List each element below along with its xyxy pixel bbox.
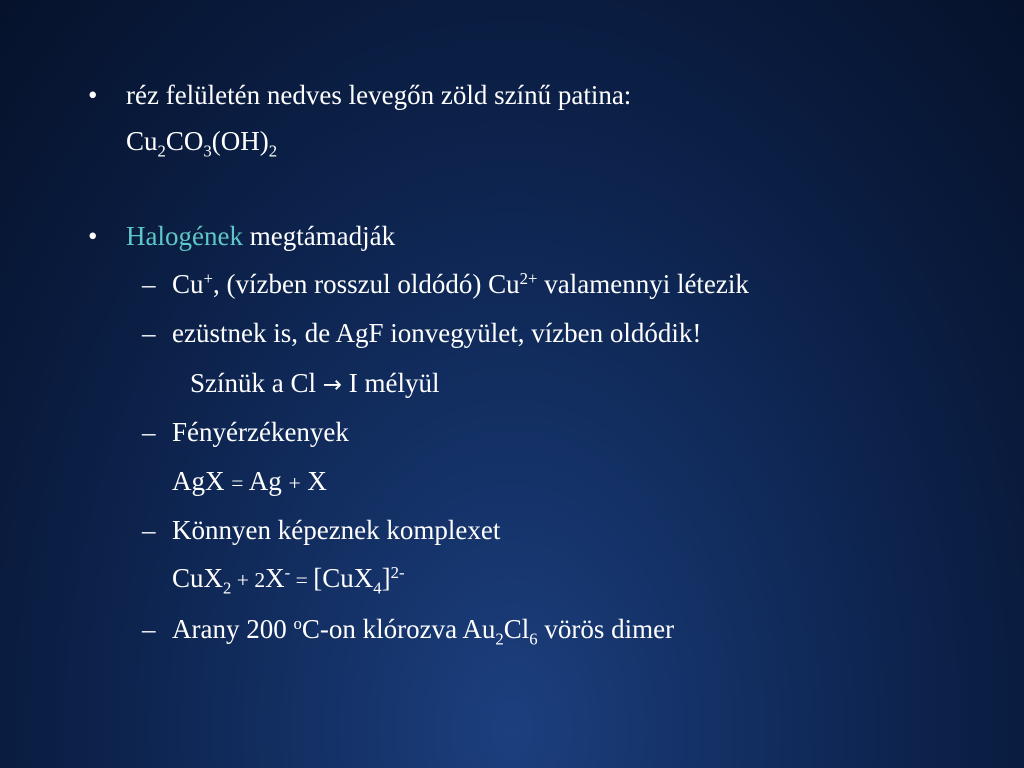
formula-subscript: 6 [529, 629, 538, 649]
formula-subscript: 2 [157, 141, 166, 161]
text-part: I mélyül [341, 368, 440, 398]
text-part: Színük a Cl [190, 368, 323, 398]
text-part: [CuX [313, 563, 374, 593]
text-part: Cu [172, 269, 204, 299]
dash-2-marker: – [142, 318, 156, 348]
text-part: Ag [243, 466, 289, 496]
text-part: AgX [172, 466, 232, 496]
formula-subscript: 2 [223, 578, 232, 598]
bullet-1-text [126, 79, 631, 111]
bullet-2-text [126, 220, 395, 252]
plus-sign: + 2 [231, 568, 266, 592]
equals-sign: = [231, 471, 244, 495]
dash-4-text: Könnyen képeznek komplexet [172, 515, 501, 545]
right-arrow-icon: → [322, 372, 342, 398]
text-part: X [265, 563, 285, 593]
dash-5-marker: – [142, 614, 156, 644]
degree-superscript: o [293, 613, 302, 633]
bullet-1-label: réz felületén nedves levegőn zöld színű patina: [126, 80, 632, 110]
dash-1-text [172, 268, 749, 300]
text-part: C-on klórozva Au [301, 614, 496, 644]
formula-subscript: 2 [268, 141, 278, 161]
formula-part: Cu [126, 126, 158, 156]
charge-superscript: 2+ [519, 268, 538, 288]
halogenek-highlight: Halogének [126, 221, 243, 251]
text-part: Cl [503, 614, 530, 644]
text-part: valamennyi létezik [537, 269, 749, 299]
dash-2-text: ezüstnek is, de AgF ionvegyület, vízben oldódik! [172, 318, 702, 348]
text-part: X [300, 466, 327, 496]
agx-equation [172, 465, 327, 499]
dash-3-marker: – [142, 417, 156, 447]
color-note [190, 367, 439, 401]
text-part: , (vízben rosszul oldódó) Cu [212, 269, 520, 299]
dash-1-marker: – [142, 269, 156, 299]
text-part: ] [381, 563, 391, 593]
formula-part: (OH) [211, 126, 269, 156]
equals-sign: = [290, 568, 314, 592]
plus-sign: + [288, 471, 301, 495]
complex-equation [172, 562, 405, 596]
dash-4-marker: – [142, 515, 156, 545]
dash-5-text [172, 613, 675, 649]
formula-subscript: 2 [495, 629, 504, 649]
dash-3-text: Fényérzékenyek [172, 417, 349, 447]
bullet-2-marker: • [88, 221, 98, 251]
charge-superscript: - [284, 562, 291, 582]
bullet-1-marker: • [88, 80, 98, 110]
text-part: Arany 200 [172, 614, 294, 644]
text-part: CuX [172, 563, 224, 593]
patina-formula [126, 125, 278, 161]
formula-subscript: 4 [373, 578, 382, 598]
bullet-2-rest: megtámadják [242, 221, 396, 251]
charge-superscript: + [203, 268, 213, 288]
formula-subscript: 3 [203, 141, 212, 161]
charge-superscript: 2- [390, 562, 405, 582]
formula-part: CO [165, 126, 204, 156]
text-part: vörös dimer [537, 614, 675, 644]
